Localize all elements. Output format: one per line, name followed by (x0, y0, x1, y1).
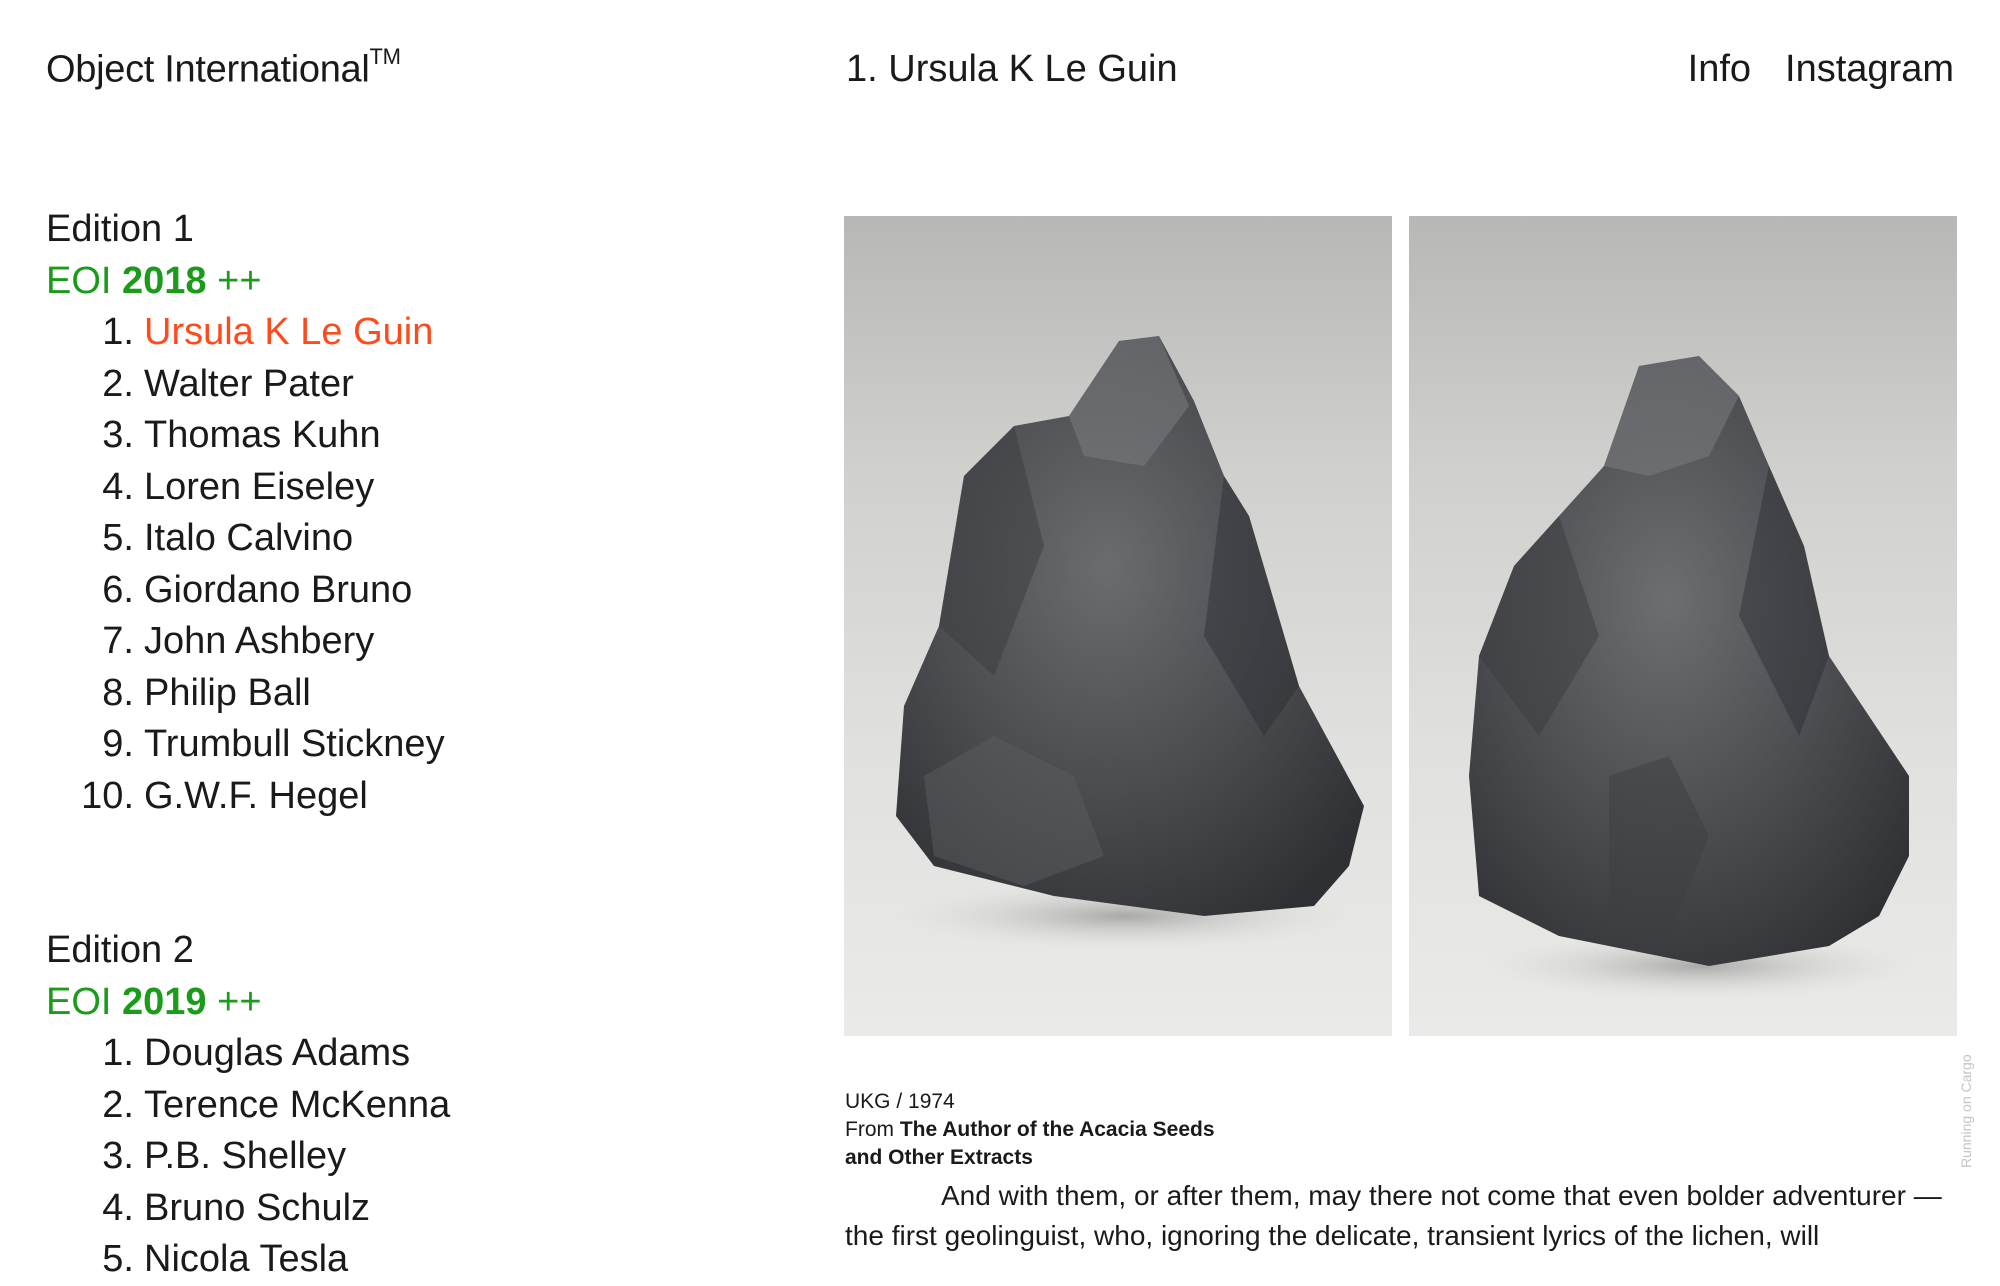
eoi-suffix: ++ (217, 259, 262, 302)
trademark-mark: TM (369, 44, 401, 69)
caption-title-1: The Author of the Acacia Seeds (899, 1118, 1215, 1141)
photo-gallery (844, 216, 1957, 1036)
list-item[interactable] (46, 1183, 746, 1235)
list-item[interactable] (46, 719, 746, 771)
item-number: 3. (102, 414, 134, 456)
rock-image (844, 216, 1392, 1036)
list-item-active[interactable] (46, 307, 746, 359)
eoi-year: 2019 (122, 980, 207, 1023)
item-link[interactable]: Terence McKenna (144, 1083, 451, 1126)
edition-1 (46, 204, 746, 822)
cargo-credit-link[interactable]: Running on Cargo (1958, 1054, 1974, 1168)
edition-2 (46, 925, 746, 1286)
image-caption (845, 1088, 1215, 1172)
caption-code: UKG / 1974 (845, 1090, 955, 1113)
caption-source (845, 1116, 1215, 1144)
rock-photo-side[interactable] (1409, 216, 1957, 1036)
list-item[interactable] (46, 1131, 746, 1183)
edition-title: Edition 1 (46, 208, 194, 250)
item-number: 5. (102, 517, 134, 559)
item-link[interactable]: Giordano Bruno (144, 568, 413, 611)
eoi-year: 2018 (122, 259, 207, 302)
item-link[interactable]: Walter Pater (144, 362, 354, 405)
item-number: 1. (102, 311, 134, 353)
item-number: 6. (102, 568, 134, 611)
item-number: 2. (102, 362, 134, 405)
list-item[interactable] (46, 1080, 746, 1132)
list-item[interactable] (46, 462, 746, 514)
list-item[interactable] (46, 513, 746, 565)
item-link[interactable]: Nicola Tesla (144, 1238, 349, 1280)
caption-title-2: and Other Extracts (845, 1146, 1033, 1169)
brand-name: Object International (46, 48, 370, 91)
list-item[interactable] (46, 359, 746, 411)
item-number: 8. (102, 671, 134, 714)
list-item[interactable] (46, 1234, 746, 1286)
item-link[interactable]: Loren Eiseley (144, 465, 375, 508)
eoi-year-link[interactable] (46, 256, 746, 308)
edition-1-list (46, 307, 746, 822)
top-nav (1688, 48, 1954, 91)
nav-instagram-link[interactable]: Instagram (1785, 48, 1954, 90)
item-number: 4. (102, 465, 134, 508)
eoi-prefix: EOI (46, 259, 112, 302)
item-link[interactable]: Philip Ball (144, 671, 311, 714)
item-link[interactable]: Italo Calvino (144, 517, 354, 559)
list-item[interactable] (46, 616, 746, 668)
rock-photo-front[interactable] (844, 216, 1392, 1036)
item-number: 10. (81, 774, 134, 817)
edition-sidebar (46, 204, 746, 1286)
list-item[interactable] (46, 668, 746, 720)
eoi-prefix: EOI (46, 980, 112, 1023)
item-link[interactable]: G.W.F. Hegel (144, 774, 368, 817)
item-link[interactable]: Ursula K Le Guin (144, 311, 434, 353)
list-item[interactable] (46, 565, 746, 617)
list-item[interactable] (46, 771, 746, 823)
rock-image (1409, 216, 1957, 1036)
item-link[interactable]: P.B. Shelley (144, 1135, 347, 1177)
item-link[interactable]: John Ashbery (144, 620, 375, 662)
brand-logo[interactable] (46, 44, 401, 92)
list-item[interactable] (46, 410, 746, 462)
excerpt-text: And with them, or after them, may there not come that even bolder adventurer — the first geolinguist, who, ignoring the delicate, transient lyrics of the lichen, will (845, 1180, 1942, 1251)
edition-2-list (46, 1028, 746, 1286)
item-number: 4. (102, 1186, 134, 1229)
item-link[interactable]: Douglas Adams (144, 1032, 411, 1074)
item-number: 7. (102, 620, 134, 662)
item-link[interactable]: Trumbull Stickney (144, 723, 445, 765)
item-link[interactable]: Thomas Kuhn (144, 414, 381, 456)
item-number: 3. (102, 1135, 134, 1177)
eoi-year-link[interactable] (46, 977, 746, 1029)
eoi-suffix: ++ (217, 980, 262, 1023)
edition-title: Edition 2 (46, 929, 194, 971)
item-number: 5. (102, 1238, 134, 1280)
list-item[interactable] (46, 1028, 746, 1080)
nav-info-link[interactable]: Info (1687, 48, 1752, 90)
caption-from: From (845, 1118, 894, 1141)
page-title: 1. Ursula K Le Guin (846, 48, 1178, 90)
item-number: 2. (102, 1083, 134, 1126)
item-link[interactable]: Bruno Schulz (144, 1186, 371, 1229)
item-number: 1. (102, 1032, 134, 1074)
item-number: 9. (102, 723, 134, 765)
